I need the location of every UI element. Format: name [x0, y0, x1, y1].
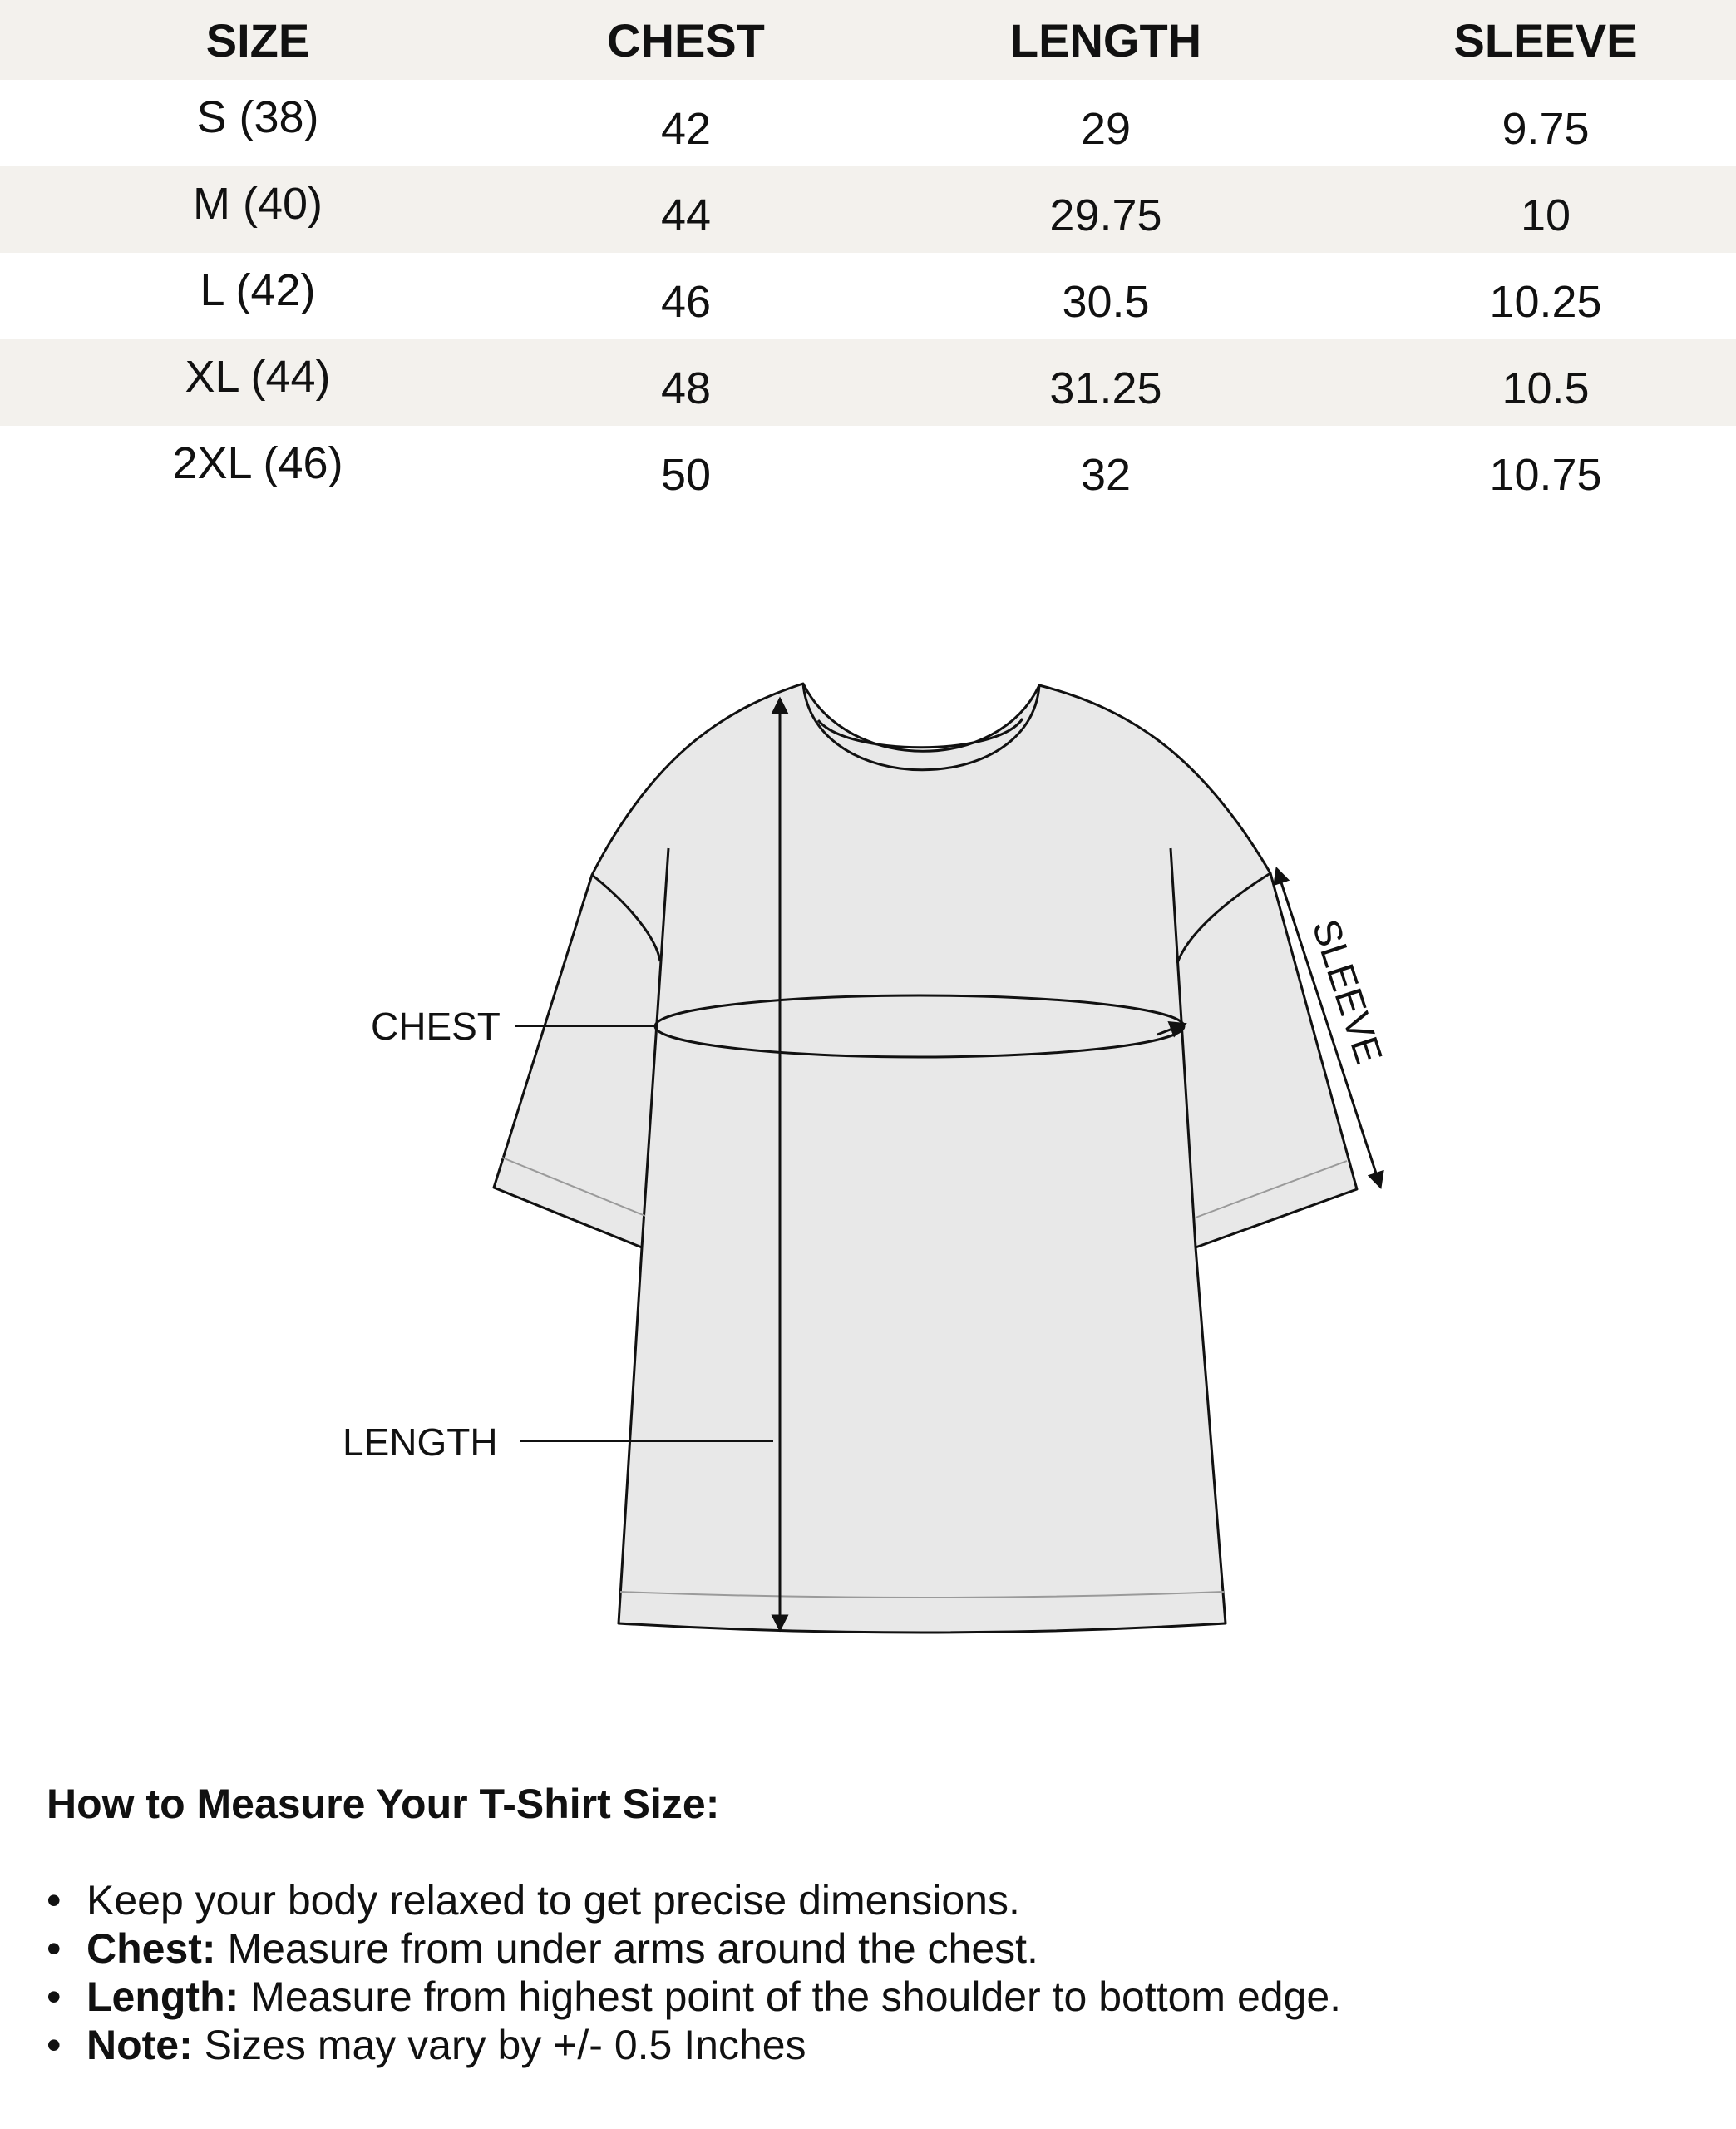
list-item — [47, 2021, 1626, 2069]
table-row — [0, 426, 1736, 512]
size-cell: S (38) — [196, 92, 319, 142]
instruction-label: Note: — [86, 2022, 193, 2068]
table-row — [0, 80, 1736, 166]
chest-cell: 42 — [660, 104, 712, 154]
length-cell: 31.25 — [856, 339, 1355, 426]
instruction-label: Chest: — [86, 1925, 216, 1972]
chest-label: CHEST — [371, 1005, 501, 1048]
tshirt-diagram — [0, 649, 1736, 1672]
instruction-text: Measure from under arms around the chest. — [215, 1925, 1038, 1972]
sleeve-cell: 9.75 — [1502, 104, 1590, 154]
length-cell: 29.75 — [856, 166, 1355, 253]
sleeve-cell: 10.75 — [1489, 450, 1602, 500]
size-cell: M (40) — [0, 166, 515, 253]
instruction-text: Measure from highest point of the shoulder to bottom edge. — [239, 1973, 1342, 2020]
header-chest: CHEST — [515, 0, 856, 80]
instructions-list — [47, 1876, 1626, 2069]
header-size: SIZE — [0, 0, 515, 80]
length-cell: 29 — [1080, 104, 1132, 154]
chest-cell: 46 — [660, 277, 712, 327]
table-row — [0, 253, 1736, 339]
instruction-text: Sizes may vary by +/- 0.5 Inches — [192, 2022, 806, 2068]
sleeve-label: SLEEVE — [1304, 914, 1392, 1069]
size-cell: XL (44) — [0, 339, 515, 426]
header-sleeve: SLEEVE — [1355, 0, 1736, 80]
size-cell: L (42) — [200, 265, 316, 315]
sleeve-cell: 10.5 — [1355, 339, 1736, 426]
chest-cell: 44 — [515, 166, 856, 253]
instructions-title: How to Measure Your T-Shirt Size: — [47, 1781, 720, 1827]
size-cell: 2XL (46) — [172, 438, 343, 488]
length-cell: 30.5 — [1062, 277, 1150, 327]
sleeve-cell: 10.25 — [1489, 277, 1602, 327]
instruction-text: Keep your body relaxed to get precise dimensions. — [86, 1877, 1020, 1924]
length-label: LENGTH — [343, 1420, 498, 1464]
measure-instructions — [47, 1780, 1626, 2069]
size-chart-table — [0, 0, 1736, 512]
sleeve-cell: 10 — [1355, 166, 1736, 253]
tshirt-outline — [494, 684, 1357, 1633]
instruction-label: Length: — [86, 1973, 239, 2020]
list-item — [47, 1924, 1626, 1973]
chest-cell: 50 — [660, 450, 712, 500]
header-length: LENGTH — [856, 0, 1355, 80]
tshirt-illustration — [0, 649, 1736, 1672]
chest-cell: 48 — [515, 339, 856, 426]
list-item — [47, 1876, 1626, 1924]
list-item — [47, 1973, 1626, 2021]
length-cell: 32 — [1080, 450, 1132, 500]
table-header-row — [0, 0, 1736, 80]
table-row — [0, 339, 1736, 426]
table-row — [0, 166, 1736, 253]
